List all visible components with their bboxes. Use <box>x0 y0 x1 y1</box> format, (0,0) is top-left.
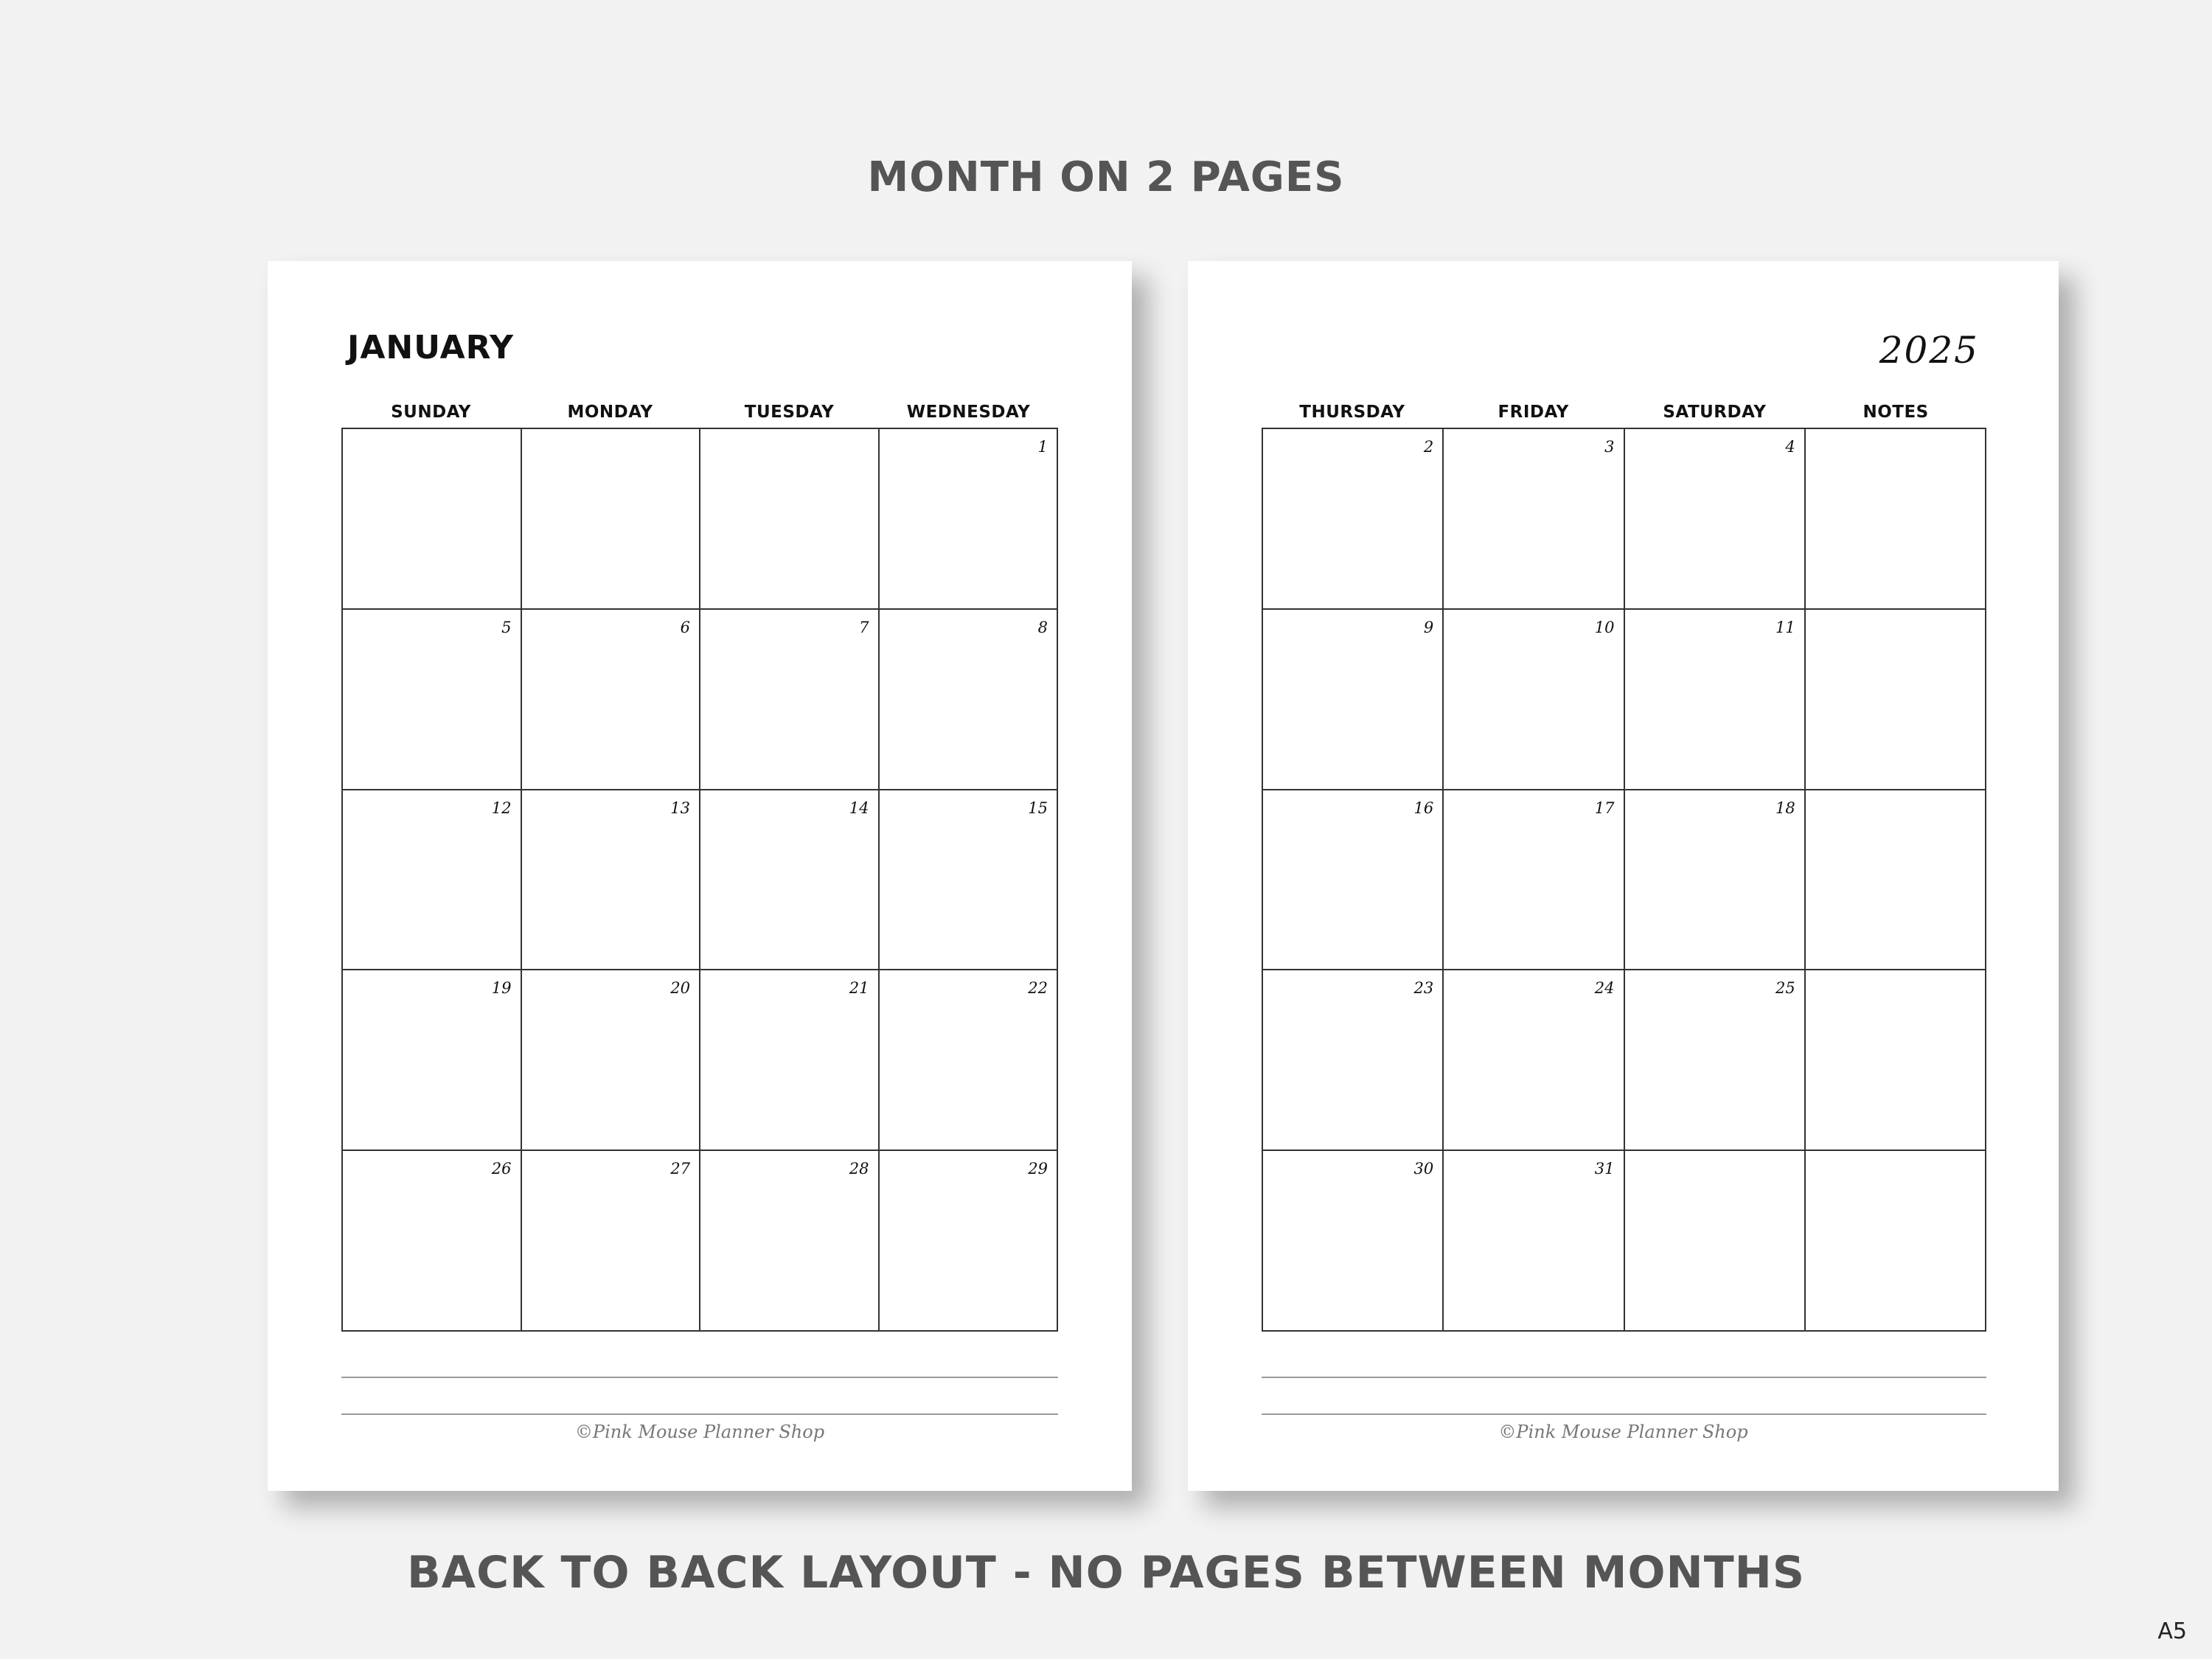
calendar-cell <box>522 970 701 1151</box>
date-number: 30 <box>1413 1160 1434 1178</box>
footer-line <box>1262 1377 1986 1378</box>
footer-line <box>341 1413 1058 1415</box>
calendar-cell <box>700 429 880 610</box>
day-header: SATURDAY <box>1663 403 1767 422</box>
calendar-cell <box>1806 790 1986 971</box>
calendar-cell <box>700 790 880 971</box>
calendar-cell <box>700 610 880 790</box>
calendar-cell <box>1806 970 1986 1151</box>
calendar-cell <box>880 429 1059 610</box>
date-number: 27 <box>670 1160 690 1178</box>
calendar-cell <box>1444 970 1624 1151</box>
day-header: TUESDAY <box>744 403 835 422</box>
footer-watermark: ©Pink Mouse Planner Shop <box>1498 1422 1748 1442</box>
day-headers <box>1262 403 1986 428</box>
day-header: MONDAY <box>567 403 653 422</box>
calendar-cell <box>1806 610 1986 790</box>
date-number: 18 <box>1775 799 1795 817</box>
calendar-cell <box>700 970 880 1151</box>
footer-watermark: ©Pink Mouse Planner Shop <box>574 1422 825 1442</box>
date-number: 2 <box>1423 438 1434 456</box>
calendar-cell <box>1625 970 1806 1151</box>
date-number: 4 <box>1785 438 1795 456</box>
calendar-cell <box>343 1151 522 1332</box>
calendar-cell <box>1263 1151 1444 1332</box>
month-title: JANUARY <box>347 329 515 366</box>
date-number: 13 <box>670 799 690 817</box>
day-header: THURSDAY <box>1299 403 1405 422</box>
calendar-cell <box>1625 610 1806 790</box>
date-number: 21 <box>849 979 869 998</box>
calendar-cell <box>1263 429 1444 610</box>
size-label: A5 <box>2157 1618 2187 1644</box>
calendar-cell <box>343 610 522 790</box>
calendar-cell <box>522 790 701 971</box>
date-number: 6 <box>680 618 690 636</box>
footer-line <box>341 1377 1058 1378</box>
page-subheading: BACK TO BACK LAYOUT - NO PAGES BETWEEN MONTHS <box>406 1547 1806 1599</box>
calendar-cell <box>1625 790 1806 971</box>
day-header: FRIDAY <box>1498 403 1569 422</box>
date-number: 20 <box>670 979 690 998</box>
date-number: 9 <box>1423 618 1434 636</box>
right-planner-page <box>1188 261 2059 1491</box>
left-planner-page <box>268 261 1132 1491</box>
date-number: 19 <box>491 979 512 998</box>
day-header: NOTES <box>1863 403 1929 422</box>
calendar-cell <box>343 970 522 1151</box>
date-number: 16 <box>1413 799 1434 817</box>
date-number: 22 <box>1028 979 1048 998</box>
day-header: WEDNESDAY <box>906 403 1031 422</box>
date-number: 15 <box>1028 799 1048 817</box>
date-number: 25 <box>1775 979 1795 998</box>
calendar-cell <box>1263 610 1444 790</box>
calendar-cell <box>1263 790 1444 971</box>
calendar-cell <box>343 790 522 971</box>
calendar-cell <box>1806 1151 1986 1332</box>
calendar-cell <box>1806 429 1986 610</box>
calendar-cell <box>1625 429 1806 610</box>
calendar-cell <box>880 790 1059 971</box>
date-number: 1 <box>1037 438 1048 456</box>
calendar-grid <box>341 428 1058 1332</box>
calendar-cell <box>880 1151 1059 1332</box>
calendar-cell <box>1444 1151 1624 1332</box>
date-number: 7 <box>859 618 869 636</box>
date-number: 3 <box>1604 438 1615 456</box>
calendar-cell <box>522 1151 701 1332</box>
date-number: 29 <box>1028 1160 1048 1178</box>
footer-line <box>1262 1413 1986 1415</box>
date-number: 12 <box>491 799 512 817</box>
date-number: 26 <box>491 1160 512 1178</box>
date-number: 14 <box>849 799 869 817</box>
calendar-cell <box>1444 610 1624 790</box>
calendar-cell <box>522 610 701 790</box>
day-header: SUNDAY <box>391 403 471 422</box>
date-number: 28 <box>849 1160 869 1178</box>
page-heading: MONTH ON 2 PAGES <box>867 153 1345 201</box>
date-number: 11 <box>1775 618 1795 636</box>
year-title: 2025 <box>1879 329 1979 372</box>
calendar-cell <box>700 1151 880 1332</box>
calendar-cell <box>1444 790 1624 971</box>
date-number: 23 <box>1413 979 1434 998</box>
date-number: 8 <box>1037 618 1048 636</box>
calendar-cell <box>1625 1151 1806 1332</box>
date-number: 10 <box>1594 618 1615 636</box>
calendar-cell <box>1263 970 1444 1151</box>
calendar-cell <box>1444 429 1624 610</box>
date-number: 5 <box>501 618 512 636</box>
calendar-cell <box>880 970 1059 1151</box>
date-number: 31 <box>1594 1160 1615 1178</box>
day-headers <box>341 403 1058 428</box>
calendar-cell <box>880 610 1059 790</box>
calendar-cell <box>522 429 701 610</box>
calendar-cell <box>343 429 522 610</box>
date-number: 24 <box>1594 979 1615 998</box>
calendar-grid <box>1262 428 1986 1332</box>
date-number: 17 <box>1594 799 1615 817</box>
